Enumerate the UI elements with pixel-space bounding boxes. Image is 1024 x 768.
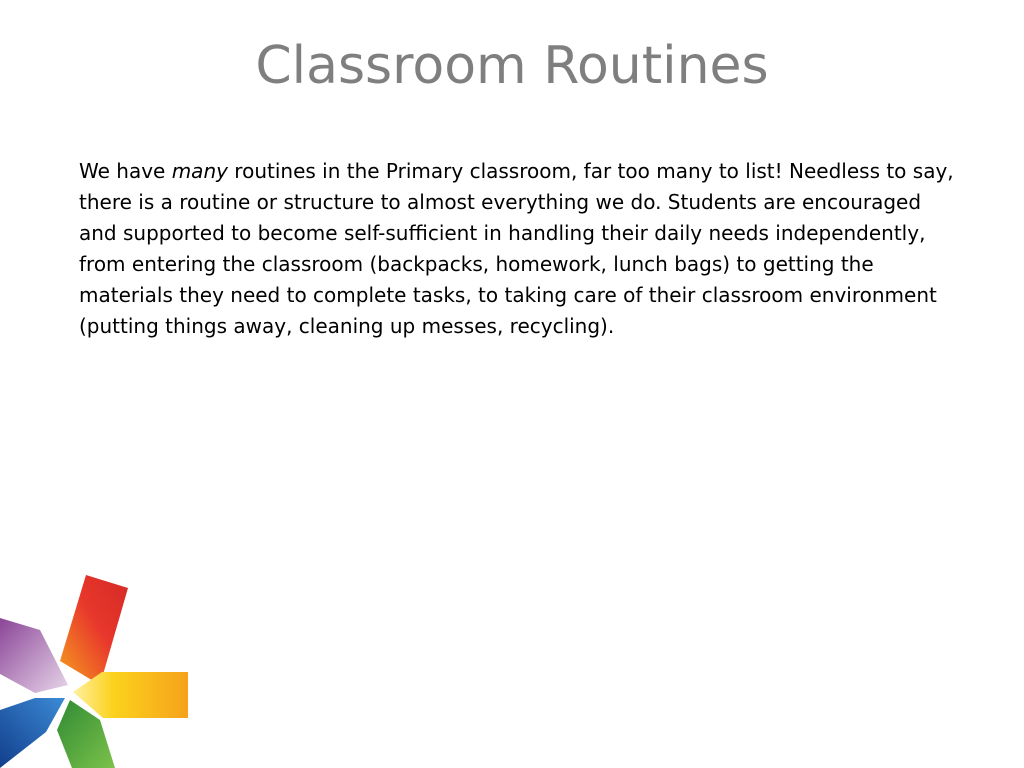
logo-petal-red <box>60 575 128 685</box>
slide-body-text <box>79 156 959 342</box>
body-text-emphasis: many <box>171 159 228 183</box>
pinwheel-logo-icon <box>0 560 200 768</box>
body-text-start: We have <box>79 159 172 183</box>
logo-petal-purple <box>0 618 68 693</box>
slide-title: Classroom Routines <box>255 36 769 96</box>
logo-petal-blue <box>0 698 65 768</box>
body-text-rest: routines in the Primary classroom, far too many to list! Needless to say, there is a routine or structure to almost everything we do. Students are encouraged and supported to become self-sufficient in handling their daily needs independently, from entering the classroom (backpacks, homework, lunch bags) to getting the materials they need to complete tasks, to taking care of their classroom environment (putting things away, cleaning up messes, recycling). <box>79 159 954 338</box>
